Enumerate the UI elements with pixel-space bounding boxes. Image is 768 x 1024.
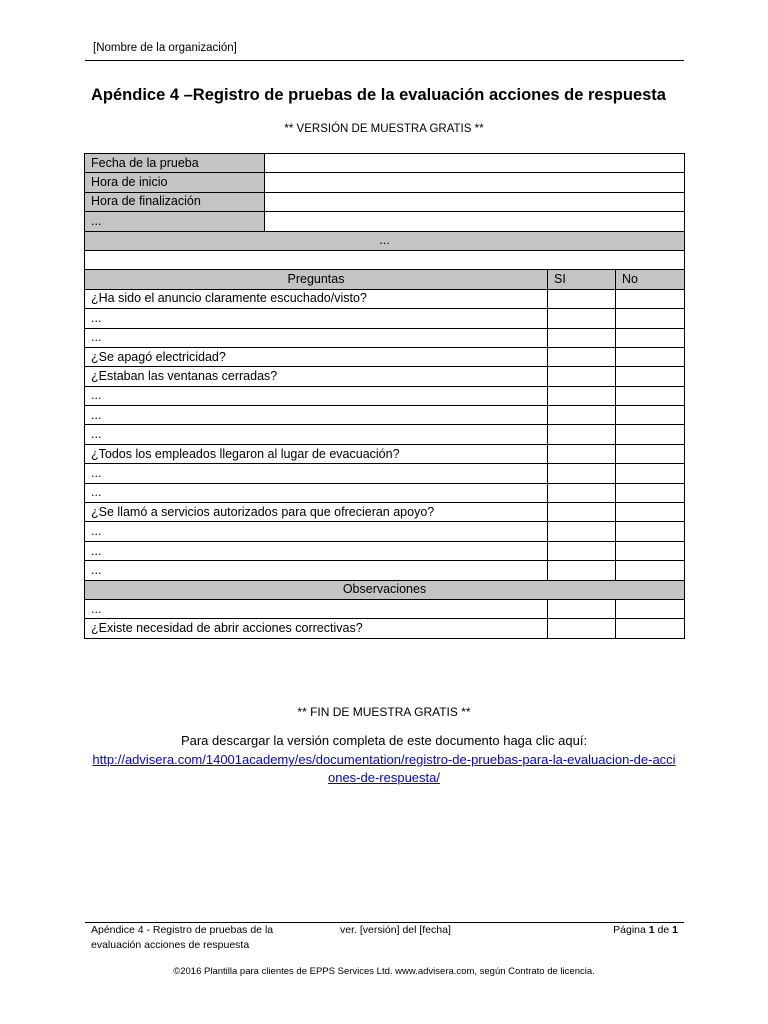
question-row — [85, 406, 685, 425]
question-row — [85, 483, 685, 502]
copyright-notice: ©2016 Plantilla para clientes de EPPS Services Ltd. www.advisera.com, según Contrato de licencia. — [173, 966, 595, 977]
document-title: Apéndice 4 –Registro de pruebas de la evaluación acciones de respuesta — [91, 86, 666, 104]
info-row — [85, 212, 685, 231]
info-row — [85, 173, 685, 192]
footer-version: ver. [versión] del [fecha] — [340, 924, 451, 936]
info-row — [85, 192, 685, 211]
question-text: ... — [85, 386, 548, 405]
page-of: de — [657, 924, 670, 936]
download-instructions: Para descargar la versión completa de este documento haga clic aquí: — [180, 733, 588, 748]
no-cell[interactable] — [616, 386, 685, 405]
sample-end-notice: ** FIN DE MUESTRA GRATIS ** — [297, 705, 471, 719]
yes-cell[interactable] — [548, 328, 616, 347]
question-row — [85, 541, 685, 560]
question-text: ¿Estaban las ventanas cerradas? — [85, 367, 548, 386]
question-text: ... — [85, 541, 548, 560]
no-cell[interactable] — [616, 619, 685, 638]
question-text: ¿Todos los empleados llegaron al lugar de evacuación? — [85, 444, 548, 463]
no-cell[interactable] — [616, 561, 685, 580]
page-total: 1 — [672, 924, 678, 936]
blank-cell — [85, 250, 685, 269]
test-record-table — [84, 153, 685, 639]
question-text: ... — [85, 483, 548, 502]
question-row — [85, 367, 685, 386]
blank-row — [85, 250, 685, 269]
question-row — [85, 464, 685, 483]
question-text: ... — [85, 522, 548, 541]
no-cell[interactable] — [616, 522, 685, 541]
observation-row — [85, 619, 685, 638]
observations-header-row — [85, 580, 685, 599]
info-label: ... — [85, 212, 265, 231]
organization-name-placeholder: [Nombre de la organización] — [93, 42, 237, 54]
question-text: ¿Ha sido el anuncio claramente escuchado/visto? — [85, 289, 548, 308]
no-cell[interactable] — [616, 503, 685, 522]
question-row — [85, 561, 685, 580]
info-label: Hora de inicio — [85, 173, 265, 192]
yes-cell[interactable] — [548, 444, 616, 463]
observation-text: ... — [85, 599, 548, 618]
section-band: ... — [85, 231, 685, 250]
question-row — [85, 347, 685, 366]
no-cell[interactable] — [616, 599, 685, 618]
questions-header-row — [85, 270, 685, 289]
question-row — [85, 386, 685, 405]
question-text: ... — [85, 309, 548, 328]
yes-cell[interactable] — [548, 464, 616, 483]
question-text: ¿Se apagó electricidad? — [85, 347, 548, 366]
question-row — [85, 289, 685, 308]
header-divider — [85, 60, 684, 61]
yes-cell[interactable] — [548, 483, 616, 502]
observation-row — [85, 599, 685, 618]
footer-document-name: Apéndice 4 - Registro de pruebas de la evaluación acciones de respuesta — [91, 924, 274, 951]
yes-cell[interactable] — [548, 289, 616, 308]
question-text: ... — [85, 561, 548, 580]
info-value-field[interactable] — [265, 173, 685, 192]
question-text: ... — [85, 406, 548, 425]
yes-cell[interactable] — [548, 386, 616, 405]
section-band-row — [85, 231, 685, 250]
question-row — [85, 425, 685, 444]
page-label: Página — [613, 924, 646, 936]
question-row — [85, 522, 685, 541]
question-text: ... — [85, 464, 548, 483]
info-row — [85, 154, 685, 173]
yes-cell[interactable] — [548, 541, 616, 560]
footer-page-number — [613, 923, 678, 938]
no-cell[interactable] — [616, 309, 685, 328]
yes-cell[interactable] — [548, 367, 616, 386]
sample-version-notice: ** VERSIÓN DE MUESTRA GRATIS ** — [284, 123, 484, 135]
yes-header: SI — [548, 270, 616, 289]
no-cell[interactable] — [616, 367, 685, 386]
question-text: ... — [85, 328, 548, 347]
no-cell[interactable] — [616, 289, 685, 308]
observations-header: Observaciones — [85, 580, 685, 599]
yes-cell[interactable] — [548, 561, 616, 580]
no-cell[interactable] — [616, 347, 685, 366]
no-header: No — [616, 270, 685, 289]
question-row — [85, 309, 685, 328]
question-row — [85, 444, 685, 463]
questions-header: Preguntas — [85, 270, 548, 289]
info-label: Fecha de la prueba — [85, 154, 265, 173]
page-current: 1 — [648, 924, 655, 936]
yes-cell[interactable] — [548, 503, 616, 522]
yes-cell[interactable] — [548, 425, 616, 444]
no-cell[interactable] — [616, 464, 685, 483]
info-value-field[interactable] — [265, 192, 685, 211]
yes-cell[interactable] — [548, 347, 616, 366]
yes-cell[interactable] — [548, 619, 616, 638]
yes-cell[interactable] — [548, 406, 616, 425]
question-text: ¿Se llamó a servicios autorizados para que ofrecieran apoyo? — [85, 503, 548, 522]
no-cell[interactable] — [616, 328, 685, 347]
no-cell[interactable] — [616, 406, 685, 425]
info-value-field[interactable] — [265, 154, 685, 173]
no-cell[interactable] — [616, 444, 685, 463]
info-label: Hora de finalización — [85, 192, 265, 211]
yes-cell[interactable] — [548, 309, 616, 328]
question-row — [85, 328, 685, 347]
info-value-field[interactable] — [265, 212, 685, 231]
no-cell[interactable] — [616, 483, 685, 502]
no-cell[interactable] — [616, 425, 685, 444]
question-row — [85, 503, 685, 522]
yes-cell[interactable] — [548, 599, 616, 618]
observation-text: ¿Existe necesidad de abrir acciones correctivas? — [85, 619, 548, 638]
no-cell[interactable] — [616, 541, 685, 560]
question-text: ... — [85, 425, 548, 444]
yes-cell[interactable] — [548, 522, 616, 541]
download-link[interactable]: http://advisera.com/14001academy/es/documentation/registro-de-pruebas-para-la-evaluacion-de-acciones-de-respuesta/ — [92, 752, 676, 785]
